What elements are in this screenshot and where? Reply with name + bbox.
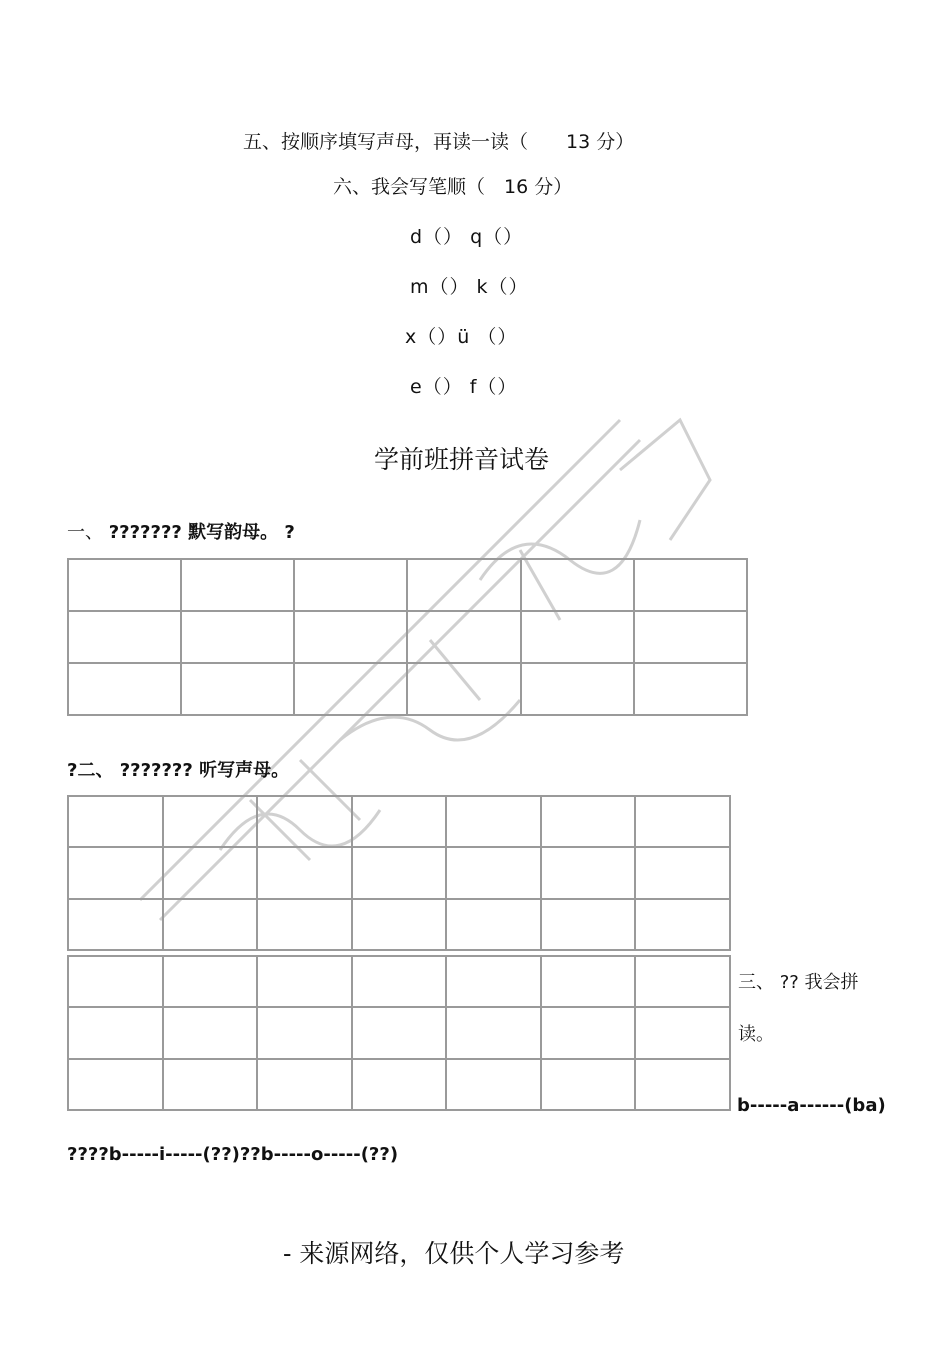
grid-cell[interactable]	[407, 611, 520, 663]
grid-cell[interactable]	[521, 559, 634, 611]
grid-cell[interactable]	[635, 899, 730, 950]
question-6-line: 六、我会写笔顺（ 16 分）	[333, 176, 573, 198]
grid-cell[interactable]	[446, 899, 541, 950]
grid-cell[interactable]	[352, 1059, 447, 1110]
grid-cell[interactable]	[541, 847, 636, 898]
grid-cell[interactable]	[257, 796, 352, 847]
grid-cell[interactable]	[163, 847, 258, 898]
grid-cell[interactable]	[635, 796, 730, 847]
section-3-heading: 三、 ?? 我会拼	[738, 972, 859, 993]
question-5-line: 五、按顺序填写声母，再读一读（ 13 分）	[243, 131, 635, 153]
grid-cell[interactable]	[68, 663, 181, 715]
grid-cell[interactable]	[163, 956, 258, 1007]
grid-cell[interactable]	[294, 611, 407, 663]
grid-cell[interactable]	[446, 1007, 541, 1058]
grid-cell[interactable]	[541, 1059, 636, 1110]
section-3-heading-cont: 读。	[738, 1024, 774, 1045]
grid-cell[interactable]	[68, 559, 181, 611]
grid-cell[interactable]	[634, 611, 747, 663]
grid-cell[interactable]	[352, 956, 447, 1007]
grid-cell[interactable]	[634, 559, 747, 611]
footer-note: - 来源网络，仅供个人学习参考	[283, 1239, 625, 1268]
grid-cell[interactable]	[635, 1007, 730, 1058]
grid-cell[interactable]	[163, 1059, 258, 1110]
grid-cell[interactable]	[352, 796, 447, 847]
grid-cell[interactable]	[635, 1059, 730, 1110]
vowel-writing-grid[interactable]	[67, 558, 748, 716]
grid-cell[interactable]	[68, 899, 163, 950]
grid-cell[interactable]	[257, 1059, 352, 1110]
initials-writing-grid-bottom[interactable]	[67, 955, 731, 1111]
grid-cell[interactable]	[541, 956, 636, 1007]
pinyin-exercise-line: ????b-----i-----(??)??b-----o-----(??)	[67, 1144, 399, 1165]
grid-cell[interactable]	[635, 956, 730, 1007]
grid-cell[interactable]	[257, 899, 352, 950]
grid-cell[interactable]	[541, 1007, 636, 1058]
grid-cell[interactable]	[68, 611, 181, 663]
grid-cell[interactable]	[352, 1007, 447, 1058]
initials-writing-grid-top[interactable]	[67, 795, 731, 951]
grid-cell[interactable]	[181, 611, 294, 663]
grid-cell[interactable]	[521, 663, 634, 715]
grid-cell[interactable]	[181, 559, 294, 611]
grid-cell[interactable]	[407, 663, 520, 715]
letter-pair-row: x（）ü （）	[405, 326, 518, 348]
section-1-prefix: 一、	[67, 522, 103, 543]
grid-cell[interactable]	[634, 663, 747, 715]
grid-cell[interactable]	[446, 847, 541, 898]
grid-cell[interactable]	[541, 796, 636, 847]
section-1-heading	[67, 518, 295, 544]
grid-cell[interactable]	[257, 956, 352, 1007]
grid-cell[interactable]	[635, 847, 730, 898]
grid-cell[interactable]	[68, 796, 163, 847]
grid-cell[interactable]	[68, 847, 163, 898]
section-2-heading: ?二、 ??????? 听写声母。	[67, 760, 290, 781]
grid-cell[interactable]	[163, 796, 258, 847]
page-title: 学前班拼音试卷	[374, 445, 550, 474]
grid-cell[interactable]	[446, 956, 541, 1007]
grid-cell[interactable]	[294, 663, 407, 715]
grid-cell[interactable]	[446, 796, 541, 847]
grid-cell[interactable]	[68, 1007, 163, 1058]
grid-cell[interactable]	[352, 899, 447, 950]
letter-pair-row: m（） k（）	[410, 276, 529, 298]
grid-cell[interactable]	[352, 847, 447, 898]
letter-pair-row: e（） f（）	[410, 376, 518, 398]
grid-cell[interactable]	[181, 663, 294, 715]
letter-pair-row: d（） q（）	[410, 226, 524, 248]
grid-cell[interactable]	[521, 611, 634, 663]
grid-cell[interactable]	[163, 1007, 258, 1058]
grid-cell[interactable]	[407, 559, 520, 611]
pinyin-example: b-----a------(ba)	[737, 1095, 886, 1116]
grid-cell[interactable]	[541, 899, 636, 950]
grid-cell[interactable]	[294, 559, 407, 611]
grid-cell[interactable]	[68, 956, 163, 1007]
grid-cell[interactable]	[163, 899, 258, 950]
grid-cell[interactable]	[68, 1059, 163, 1110]
section-1-text: ??????? 默写韵母。 ?	[108, 522, 295, 543]
grid-cell[interactable]	[446, 1059, 541, 1110]
grid-cell[interactable]	[257, 847, 352, 898]
grid-cell[interactable]	[257, 1007, 352, 1058]
